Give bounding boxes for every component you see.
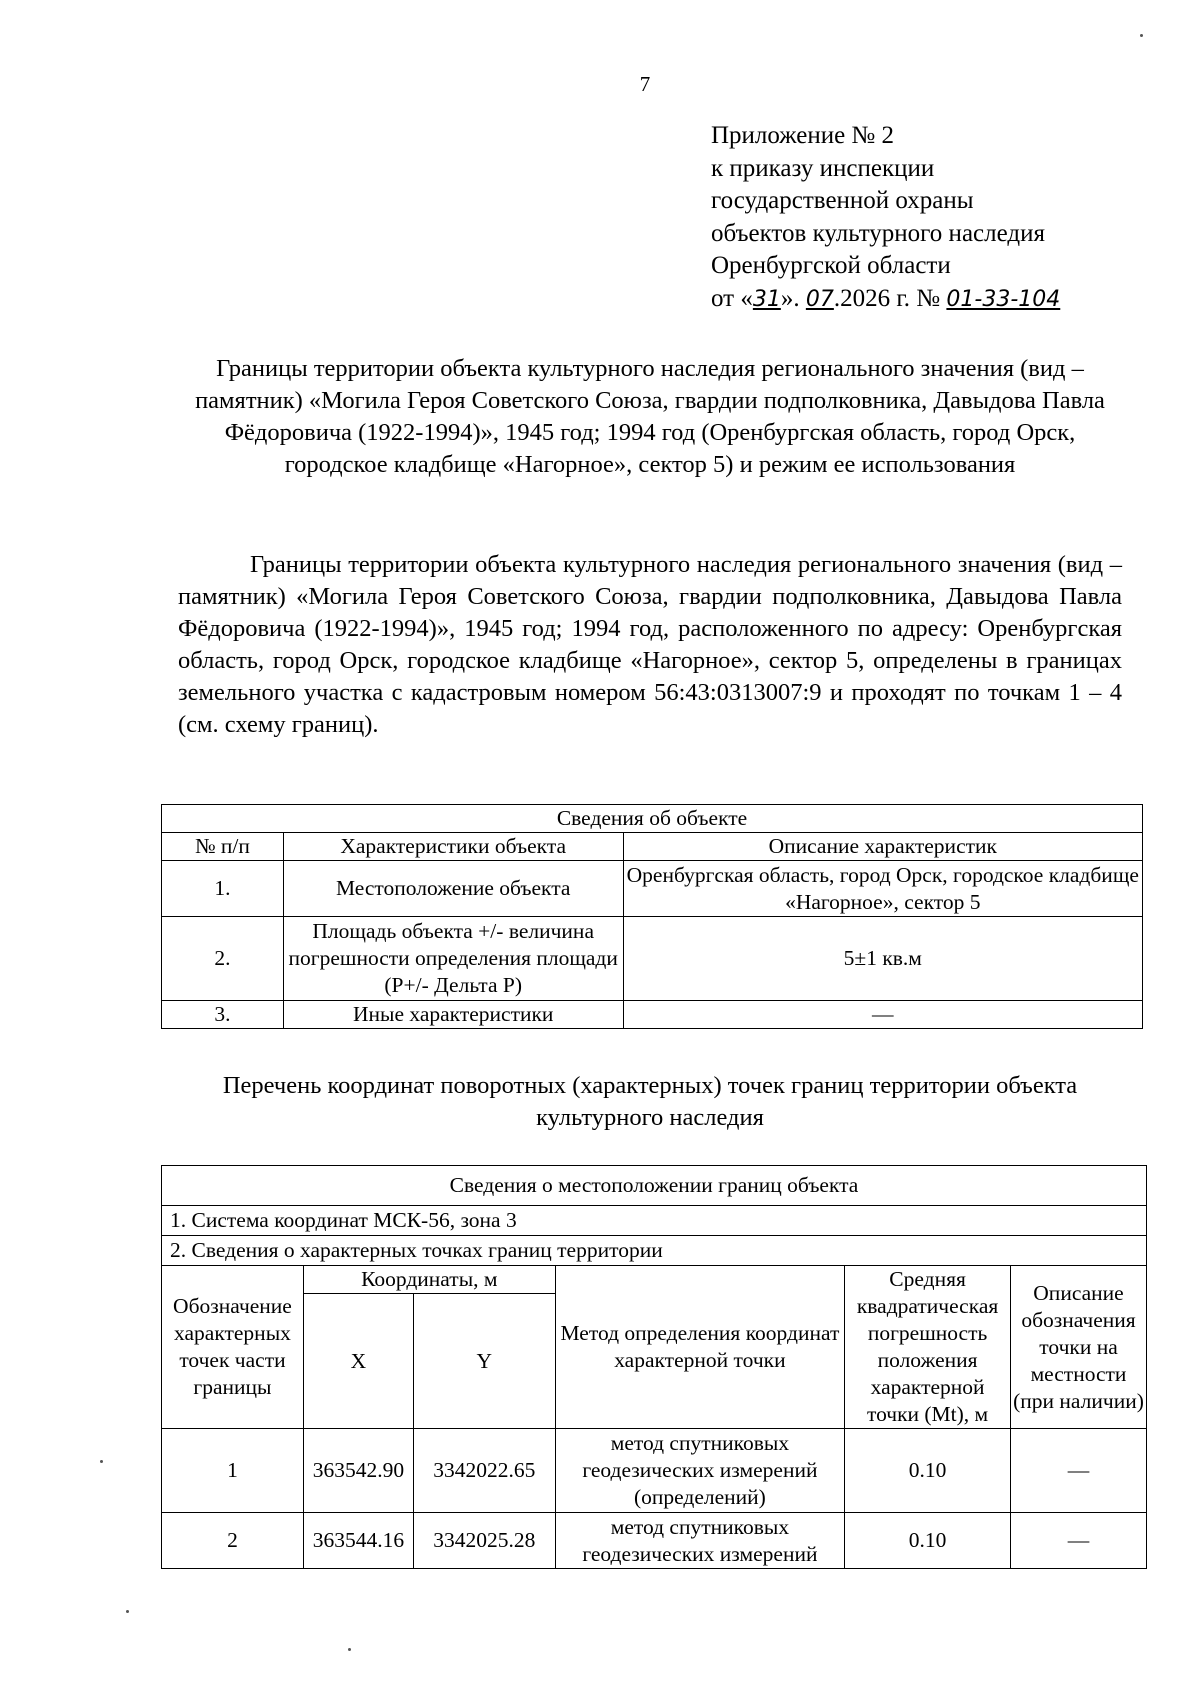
row-description: Оренбургская область, город Орск, городское кладбище «Нагорное», сектор 5 bbox=[623, 861, 1142, 917]
order-number-handwritten: 01-33-104 bbox=[946, 286, 1061, 312]
coords-table-caption: Сведения о местоположении границ объекта bbox=[162, 1166, 1147, 1206]
header-x: X bbox=[303, 1294, 413, 1429]
row-number: 2. bbox=[162, 917, 284, 1001]
row-characteristic: Местоположение объекта bbox=[283, 861, 623, 917]
table-row bbox=[162, 1429, 1147, 1513]
appendix-line-3: государственной охраны bbox=[711, 187, 974, 214]
point-id: 2 bbox=[162, 1513, 304, 1569]
point-error: 0.10 bbox=[845, 1513, 1011, 1569]
point-x: 363542.90 bbox=[303, 1429, 413, 1513]
appendix-line-4: объектов культурного наследия bbox=[711, 219, 1045, 247]
row-description: — bbox=[623, 1001, 1142, 1029]
date-year: .2026 г. № bbox=[833, 284, 947, 312]
points-caption: 2. Сведения о характерных точках границ территории bbox=[162, 1236, 1147, 1266]
object-table-caption: Сведения об объекте bbox=[162, 805, 1143, 833]
object-header-num: № п/п bbox=[162, 833, 284, 861]
header-error: Средняя квадратическая погрешность положения характерной точки (Mt), м bbox=[845, 1266, 1011, 1429]
appendix-line-1: Приложение № 2 bbox=[711, 122, 895, 149]
header-method: Метод определения координат характерной точки bbox=[555, 1266, 844, 1429]
object-header-name: Характеристики объекта bbox=[283, 833, 623, 861]
coordinate-system: 1. Система координат МСК-56, зона 3 bbox=[162, 1206, 1147, 1236]
scan-speck bbox=[100, 1460, 103, 1463]
body-paragraph-text: Границы территории объекта культурного наследия регионального значения (вид – памятник) «Могила Героя Советского Союза, гвардии подполковника, Давыдова Павла Фёдоровича (1922-1994)», 1945 год; 1994 год, расположенного по адресу: Оренбургская область, город Орск, городское кладбище «Нагорное», сектор 5, определены в границах земельного участка с кадастровым номером 56:43:0313007:9 и проходят по точкам 1 – 4 (см. схему границ). bbox=[178, 551, 1122, 738]
date-prefix: от « bbox=[711, 284, 753, 312]
row-description: 5±1 кв.м bbox=[623, 917, 1142, 1001]
table-row bbox=[162, 917, 1143, 1001]
row-characteristic: Площадь объекта +/- величина погрешности определения площади (Р+/- Дельта Р) bbox=[283, 917, 623, 1001]
document-title: Границы территории объекта культурного наследия регионального значения (вид – памятник) «Могила Героя Советского Союза, гвардии подполковника, Давыдова Павла Фёдоровича (1922-1994)», 1945 год; 1994 год (Оренбургская область, город Орск, городское кладбище «Нагорное», сектор 5) и режим ее использования bbox=[195, 355, 1105, 478]
table-row bbox=[162, 1001, 1143, 1029]
point-id: 1 bbox=[162, 1429, 304, 1513]
scan-speck bbox=[348, 1648, 351, 1651]
page-number: 7 bbox=[639, 72, 651, 96]
point-method: метод спутниковых геодезических измерений (определений) bbox=[555, 1429, 844, 1513]
coordinates-title: Перечень координат поворотных (характерных) точек границ территории объекта культурного наследия bbox=[222, 1072, 1078, 1131]
scan-speck bbox=[126, 1610, 129, 1613]
point-x: 363544.16 bbox=[303, 1513, 413, 1569]
object-info-table bbox=[161, 804, 1143, 1029]
row-characteristic: Иные характеристики bbox=[283, 1001, 623, 1029]
point-y: 3342022.65 bbox=[413, 1429, 555, 1513]
header-y: Y bbox=[413, 1294, 555, 1429]
table-row bbox=[162, 1513, 1147, 1569]
object-header-value: Описание характеристик bbox=[623, 833, 1142, 861]
point-method: метод спутниковых геодезических измерений bbox=[555, 1513, 844, 1569]
date-month-handwritten: 07 bbox=[805, 286, 834, 312]
header-coordinates: Координаты, м bbox=[303, 1266, 555, 1294]
appendix-header bbox=[711, 120, 1060, 316]
point-y: 3342025.28 bbox=[413, 1513, 555, 1569]
point-description: — bbox=[1011, 1429, 1147, 1513]
appendix-line-2: к приказу инспекции bbox=[711, 154, 935, 182]
date-day-handwritten: 31 bbox=[752, 286, 781, 312]
point-description: — bbox=[1011, 1513, 1147, 1569]
header-point-designation: Обозначение характерных точек части границы bbox=[162, 1266, 304, 1429]
appendix-date-line bbox=[711, 283, 1060, 317]
appendix-line-5: Оренбургской области bbox=[711, 252, 951, 279]
row-number: 3. bbox=[162, 1001, 284, 1029]
row-number: 1. bbox=[162, 861, 284, 917]
date-mid: ». bbox=[780, 284, 806, 312]
body-paragraph bbox=[178, 549, 1122, 741]
header-description: Описание обозначения точки на местности (при наличии) bbox=[1011, 1266, 1147, 1429]
scan-speck bbox=[1140, 34, 1143, 37]
table-row bbox=[162, 861, 1143, 917]
point-error: 0.10 bbox=[845, 1429, 1011, 1513]
coordinates-table bbox=[161, 1165, 1147, 1569]
